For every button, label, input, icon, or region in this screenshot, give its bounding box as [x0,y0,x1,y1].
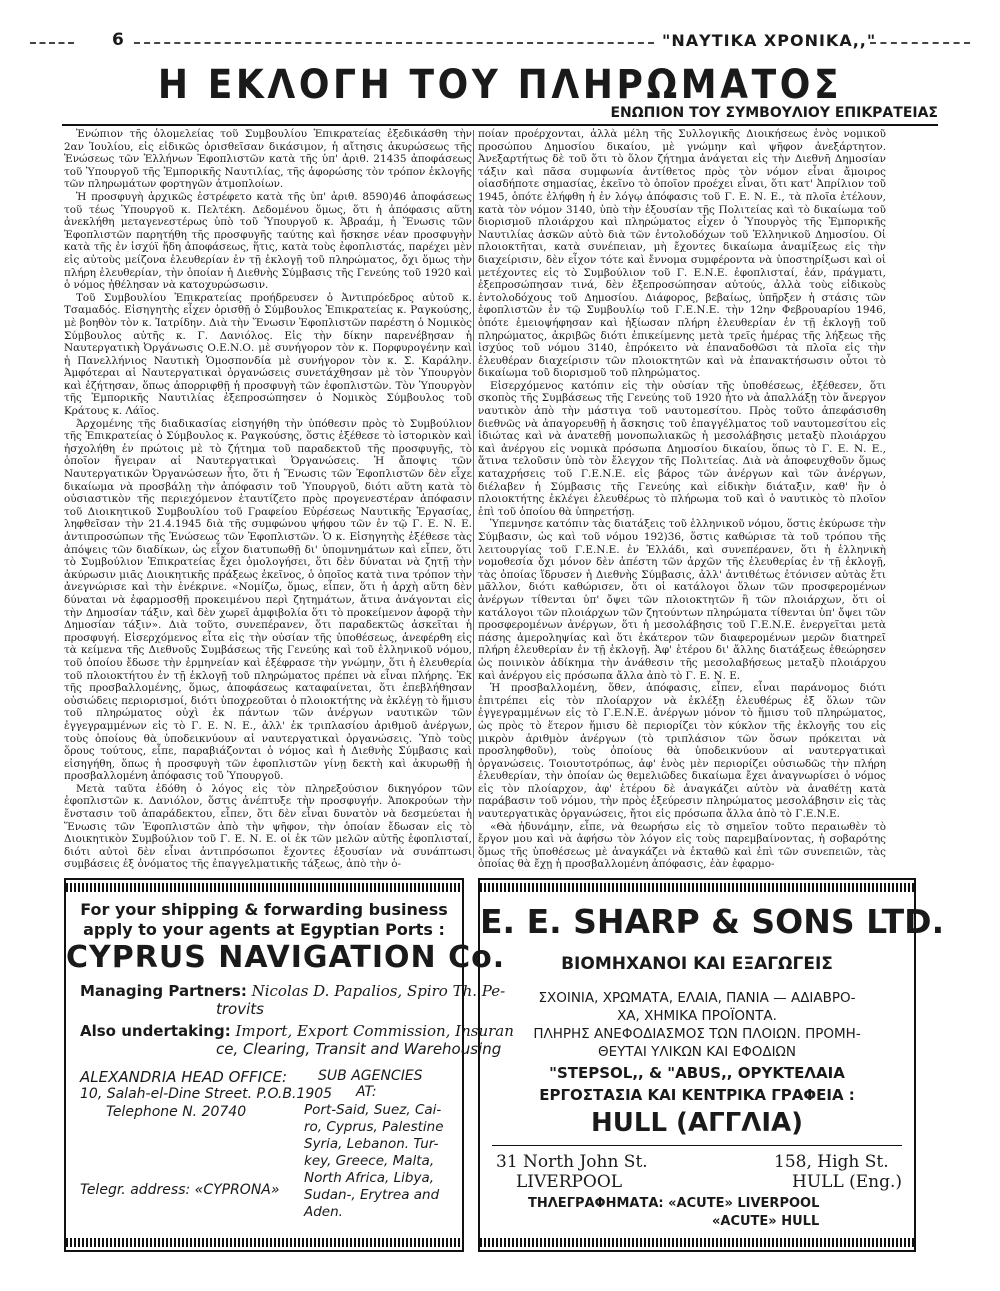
partners-label: Managing Partners: [80,982,247,1000]
liverpool-city: LIVERPOOL [516,1172,623,1192]
headquarters: HULL (ΑΓΓΛΙΑ) [591,1108,803,1138]
article-column-right [478,128,886,871]
ad-border-stripe [480,1238,914,1247]
ad-border-stripe [480,883,914,892]
factories-line: ΕΡΓΟΣΤΑΣΙΑ ΚΑΙ ΚΕΝΤΡΙΚΑ ΓΡΑΦΕΙΑ : [539,1086,855,1104]
article-title: Η ΕΚΛΟΓΗ ΤΟΥ ΠΛΗΡΩΜΑΤΟΣ [157,62,843,108]
sub-agencies-title-at: AT: [356,1084,377,1100]
sub-agencies-title: SUB AGENCIES [318,1068,423,1084]
sub-agency-line: ro, Cyprus, Palestine [304,1119,444,1135]
telegraphic-address: Telegr. address: «CYPRONA» [80,1182,280,1198]
ad-line: apply to your agents at Egyptian Ports : [83,920,445,939]
hull-street: 158, High St. [774,1152,889,1172]
telegraphic-address: «ACUTE» HULL [712,1214,820,1229]
page-header [30,30,970,52]
sub-agency-line: Sudan-, Erytrea and [304,1187,440,1203]
products-line: ΣΧΟΙΝΙΑ, ΧΡΩΜΑΤΑ, ΕΛΑΙΑ, ΠΑΝΙΑ — ΑΔΙΑΒΡΟ- [538,990,856,1006]
products-line: ΧΑ, ΧΗΜΙΚΑ ΠΡΟΪΟΝΤΑ. [617,1008,777,1024]
column-divider [473,130,474,858]
sharp-and-sons-ad [478,878,945,1252]
header-rule-middle [134,42,654,44]
sub-agency-line: Syria, Lebanon. Tur- [304,1136,439,1152]
title-rule [62,124,938,126]
paragraph: Μετὰ ταῦτα ἐδόθη ὁ λόγος εἰς τὸν πληρεξούσιον δικηγόρον τῶν ἐφοπλιστῶν κ. Δανιόλον, ὅστις ἀνέπτυξε τὴν προσφυγήν. Ἀποκρούων τὴν ἔνστασιν τοῦ ἀπαράδεκτου, εἶπεν, ὅτι δὲν εἶναι δυνατὸν νὰ δεσμεύεται ἡ Ἕνωσις τῶν Ἐφοπλιστῶν ἀπὸ τὴν ψῆφον, τὴν ὁποίαν ἔδωσαν εἰς τὸ Διοικητικὸν Συμβούλιον τοῦ Γ. Ε. Ν. Ε. οἱ ἐκ τῶν μελῶν αὐτῆς ἐφοπλισταί, διότι αὐτοὶ δὲν εἶναι ἀντιπρόσωποι ἔχοντες ἐξουσίαν νὰ συνάπτωσι συμβάσεις ἐξ ὀνόματος τῆς ἐπαγγελματικῆς τάξεως, ἀπὸ τὴν ὁ- [64,782,472,871]
partners-names-cont: trovits [216,1000,264,1018]
ad-border-stripe [66,1238,462,1247]
article-subtitle: ΕΝΩΠΙΟΝ ΤΟΥ ΣΥΜΒΟΥΛΙΟΥ ΕΠΙΚΡΑΤΕΙΑΣ [610,105,938,121]
paragraph: Τοῦ Συμβουλίου Ἐπικρατείας προήδρευσεν ὁ Ἀντιπρόεδρος αὐτοῦ κ. Τσαμαδός. Εἰσηγητὴς εἶχεν ὁρισθῇ ὁ Σύμβουλος Ἐπικρατείας κ. Ραγκούσης, μὲ βοηθὸν τὸν κ. Ἰατρίδην. Διὰ τὴν Ἕνωσιν Ἐφοπλιστῶν παρέστη ὁ Νομικὸς Σύμβουλος αὐτῆς κ. Γ. Δανιόλος. Εἰς τὴν δίκην παρενέβησαν ἡ Ναυτεργατικὴ Ὀργάνωσις Ο.Ε.Ν.Ο. μὲ συνήγορον τὸν κ. Πορφυρογένην καὶ ἡ Πανελλήνιος Ναυτικὴ Ὁμοσπονδία μὲ συνήγορον τὸν κ. Σ. Καράλην. Ἀμφότεραι αἱ Ναυτεργατικαὶ ὀργανώσεις συνετάχθησαν μὲ τὸν Ὑπουργὸν καὶ ἐζήτησαν, ὅπως ἀπορριφθῇ ἡ προσφυγὴ τῶν ἐφοπλιστῶν. Τὸν Ὑπουργὸν τῆς Ἐμπορικῆς Ναυτιλίας ἐξεπροσώπησεν ὁ Νομικὸς Σύμβουλος τοῦ Κράτους κ. Λάϊος. [64,291,472,418]
paragraph: Ἀρχομένης τῆς διαδικασίας εἰσηγήθη τὴν ὑπόθεσιν πρὸς τὸ Συμβούλιον τῆς Ἐπικρατείας ὁ Σύμβουλος κ. Ραγκούσης, ὅστις ἐξέθεσε τὸ ἱστορικὸν καὶ ἠσχολήθη ἐν πρώτοις μὲ τὸ ζήτημα τοῦ παραδεκτοῦ τῆς προσφυγῆς, τὸ ὁποῖον ἤγειραν αἱ Ναυτεργατικαὶ Ὀργανώσεις. Ἡ ἄποψις τῶν Ναυτεργατικῶν Ὀργανώσεων ἦτο, ὅτι ἡ Ἕνωσις τῶν Ἐφοπλιστῶν δὲν εἶχε δικαίωμα νὰ προσβάλῃ τὴν ἀπόφασιν τοῦ Ὑπουργοῦ, διότι αὕτη κατὰ τὸ οὐσιαστικὸν τῆς περιεχόμενον ἐταυτίζετο πρὸς προγενεστέραν ἀπόφασιν τοῦ Διοικητικοῦ Συμβουλίου τοῦ Γραφείου Εὑρέσεως Ναυτικῆς Ἐργασίας, ληφθεῖσαν τὴν 21.4.1945 διὰ τῆς συμφώνου ψήφου τῶν ἐν τῷ Γ. Ε. Ν. Ε. ἀντιπροσώπων τῆς Ἑνώσεως τῶν Ἐφοπλιστῶν. Ὁ κ. Εἰσηγητὴς ἐξέθεσε τὰς ἀπόψεις τῶν διαδίκων, ὡς εἶχον διατυπωθῇ δι' ὑπομνημάτων καὶ εἶπεν, ὅτι τὸ Συμβούλιον Ἐπικρατείας ἔχει ὁμολογήσει, ὅτι δὲν δύναται νὰ ζητῇ τὴν ἀκύρωσιν μιᾶς Διοικητικῆς πράξεως ἐκεῖνος, ὁ ὁποῖος κατὰ τινα τρόπον τὴν ἀνεγνώρισε καὶ τὴν ἐνέκρινε. «Νομίζω, ὅμως, εἶπεν, ὅτι ἡ ἀρχὴ αὕτη δὲν δύναται νὰ ἐφαρμοσθῇ προκειμένου περὶ ζητημάτων, ἅτινα ἀνάγονται εἰς τὴν Δημοσίαν τάξιν, καὶ δὲν χωρεῖ ἀμφιβολία ὅτι τὸ προκείμενον ἀφορᾷ τὴν Δημοσίαν τάξιν». Διὰ τοῦτο, συνεπέρανεν, ὅτι παραδεκτῶς ἀσκεῖται ἡ προσφυγή. Εἰσερχόμενος εἶτα εἰς τὴν οὐσίαν τῆς ὑποθέσεως, ἀνεφέρθη εἰς τὰ κείμενα τῆς Διεθνοῦς Συμβάσεως τῆς Γενεύης καὶ τοῦ ἑλληνικοῦ νόμου, τοῦ ὁποίου ἔδωσε τὴν ἑρμηνείαν καὶ ἐξέφρασε τὴν γνώμην, ὅτι ἡ ἐλευθερία τοῦ πλοιοκτήτου ἐν τῇ ἐκλογῇ τοῦ πληρώματος πρέπει νὰ εἶναι πλήρης. Ἐκ τῆς προσβαλλομένης, ὅμως, ἀποφάσεως καταφαίνεται, ὅτι ἐπεβλήθησαν οὐσιώδεις περιορισμοί, διότι ὑποχρεοῦται ὁ πλοιοκτήτης νὰ ἐκλέγῃ τὸ ἥμισυ τοῦ πληρώματος οὐχὶ ἐκ πάντων τῶν ἀνέργων ναυτικῶν τῶν ἐγγεγραμμένων εἰς τὸ Γ. Ε. Ν. Ε., ἀλλ' ἐκ τριπλασίου ἀριθμοῦ ἀνέργων, τοὺς ὁποίους θὰ ὑποδεικνύουν αἱ ναυτεργατικαὶ ὀργανώσεις. Ὑπὸ τοὺς ὅρους τούτους, εἶπε, παραβιάζονται ὁ νόμος καὶ ἡ Διεθνὴς Σύμβασις καὶ εἰσηγήθη, ὅπως ἡ προσφυγὴ τῶν ἐφοπλιστῶν γίνῃ δεκτὴ καὶ ἀκυρωθῇ ἡ προσβαλλομένη ἀπόφασις τοῦ Ὑπουργοῦ. [64,417,472,783]
hull-city: HULL (Eng.) [792,1172,903,1192]
company-name: E. E. SHARP & SONS LTD. [480,902,945,941]
header-rule-left [30,42,74,44]
partners-names: Nicolas D. Papalios, Spiro Th. Pe- [251,982,506,1000]
paragraph: Ἡ προσβαλλομένη, ὅθεν, ἀπόφασις, εἶπεν, εἶναι παράνομος διότι ἐπιτρέπει εἰς τὸν πλοίαρχον νὰ ἐκλέξῃ ἐλευθέρως ἐξ ὅλων τῶν ἐγγεγραμμένων εἰς τὸ Γ.Ε.Ν.Ε. ἀνέργων μόνον τὸ ἥμισυ τοῦ πληρώματος, ὡς πρὸς τὸ ἕτερον ἥμισυ δὲ περιορίζει τὸν κύκλον τῆς ἐκλογῆς του εἰς μικρὸν ἀριθμὸν ἀνέργων (τὸ τριπλάσιον τῶν ὅσων πρόκειται νὰ προσληφθοῦν), τοὺς ὁποίους θὰ ὑποδεικνύουν αἱ ναυτεργατικαὶ ὀργανώσεις. Τοιουτοτρόπως, ἀφ' ἑνὸς μὲν περιορίζει οὐσιωδῶς τὴν πλήρη ἐλευθερίαν, τὴν ὁποίαν ὡς θεμελιῶδες δικαίωμα ἔχει ἀναγνωρίσει ὁ νόμος εἰς τὸν πλοίαρχον, ἀφ' ἑτέρου δὲ ἀναγκάζει αὐτὸν νὰ ἀναθέτῃ κατὰ παράβασιν τοῦ νόμου, τὴν πρὸς ἐξεύρεσιν πληρώματος μεσολάβησιν εἰς τὰς ναυτεργατικὰς ὀργανώσεις, ἤτοι εἰς πρόσωπα ἄλλα ἀπὸ τὸ Γ.Ε.Ν.Ε. [478,682,886,821]
paragraph: Εἰσερχόμενος κατόπιν εἰς τὴν οὐσίαν τῆς ὑποθέσεως, ἐξέθεσεν, ὅτι σκοπὸς τῆς Συμβάσεως τῆς Γενεύης τοῦ 1920 ἦτο νὰ ἀπαλλάξῃ τὸν ἄνεργον ναυτικὸν ἀπὸ τὴν μάστιγα τοῦ ναυτομεσίτου. Πρὸς τοῦτο ἀπεφάσισθη διεθνῶς νὰ ἀπαγορευθῇ ἡ ἄσκησις τοῦ ἐπαγγέλματος τοῦ ναυτομεσίτου εἰς ἰδιώτας καὶ νὰ ἀνατεθῇ μονοπωλιακῶς ἡ μεσολάβησις μεταξὺ πλοιάρχου καὶ ἀνέργου εἰς νομικὰ πρόσωπα Δημοσίου δικαίου, ὅπως τὸ Γ. Ε. Ν. Ε., ἅτινα τελοῦσιν ὑπὸ τὸν ἔλεγχον τῆς Πολιτείας. Διὰ νὰ ἀποφευχθοῦν ὅμως καταχρήσεις τοῦ Γ.Ε.Ν.Ε. εἰς βάρος τῶν ἀνέργων καὶ τῶν ἀνέργων, διέλαβεν ἡ Σύμβασις τῆς Γενεύης καὶ εἰδικὴν διάταξιν, καθ' ἣν ὁ πλοιοκτήτης ἐκλέγει ἐλευθέρως τὸ πλήρωμα τοῦ καὶ ὁ ναυτικὸς τὸ πλοῖον ἐπὶ τοῦ ὁποίου θὰ ὑπηρετήσῃ. [478,379,886,518]
products-line: ΠΛΗΡΗΣ ΑΝΕΦΟΔΙΑΣΜΟΣ ΤΩΝ ΠΛΟΙΩΝ. ΠΡΟΜΗ- [533,1026,861,1042]
office-title: ALEXANDRIA HEAD OFFICE: [80,1068,288,1086]
header-rule-right [870,42,970,44]
ad-divider [492,1145,902,1146]
sub-agency-line: Port-Said, Suez, Cai- [304,1102,442,1118]
paragraph: Ὑπεμνησε κατόπιν τὰς διατάξεις τοῦ ἑλληνικοῦ νόμου, ὅστις ἐκύρωσε τὴν Σύμβασιν, ὡς καὶ τοῦ νόμου 192)36, ὅστις καθώρισε τὰ τοῦ τρόπου τῆς λειτουργίας τοῦ Γ.Ε.Ν.Ε. ἐν Ἑλλάδι, καὶ συνεπέρανεν, ὅτι ἡ ἑλληνικὴ νομοθεσία ὄχι μόνον δὲν ἀπέστη τῶν ἀρχῶν τῆς ἐλευθερίας ἐν τῇ ἐκλογῇ, τὰς ὁποίας ἵδρυσεν ἡ Διεθνὴς Σύμβασις, ἀλλ' ἀντιθέτως ἐτόνισεν αὐτὰς ἔτι μᾶλλον, διότι καθώρισεν, ὅτι οἱ κατάλογοι ὅλων τῶν προσφερομένων ἀνέργων τίθενται ὑπ' ὄψει τῶν πλοιοκτητῶν ἢ τῶν πλοιάρχων, ὅτι οἱ κατάλογοι τῶν πλοιάρχων τῶν ζητούντων πληρώματα τίθενται ὑπ' ὄψει τῶν προσφερομένων ἀνέργων, ὅτι ἡ μεσολάβησις τοῦ Γ.Ε.Ν.Ε. ἐνεργεῖται μετὰ πάσης ἀμεροληψίας καὶ ὅτι ἑκάτερον τῶν διαφερομένων μερῶν διατηρεῖ πλήρη ἐλευθερίαν ἐν τῇ ἐκλογῇ. Ἀφ' ἑτέρου δι' ἄλλης διατάξεως ἐθεώρησεν ὡς ποινικὸν ἀδίκημα τὴν ἀνάθεσιν τῆς μεσολαβήσεως μεταξὺ πλοιάρχου καὶ ἀνέργου εἰς πρόσωπα ἄλλα ἀπὸ τὸ Γ. Ε. Ν. Ε. [478,518,886,682]
paragraph: Ἐνώπιον τῆς ὁλομελείας τοῦ Συμβουλίου Ἐπικρατείας ἐξεδικάσθη τὴν 2αν Ἰουλίου, εἰς εἰδικῶς ὁρισθεῖσαν δικάσιμον, ἡ αἴτησις ἀκυρώσεως τῆς Ἑνώσεως τῶν Ἑλλήνων Ἐφοπλιστῶν κατὰ τῆς ὑπ' ἀριθ. 21435 ἀποφάσεως τοῦ Ὑπουργοῦ τῆς Ἐμπορικῆς Ναυτιλίας, τῆς ἀφορώσης τὸν τρόπον ἐκλογῆς τῶν πληρωμάτων φορτηγῶν ἀτμοπλοίων. [64,128,472,191]
cyprus-navigation-ad [64,878,514,1252]
undertaking-text-cont: ce, Clearing, Transit and Warehousing [216,1040,502,1058]
office-telephone: Telephone N. 20740 [106,1104,247,1120]
sub-agency-line: Aden. [304,1204,343,1220]
paragraph: ποίαν προέρχονται, ἀλλὰ μέλη τῆς Συλλογικῆς Διοικήσεως ἑνὸς νομικοῦ προσώπου Δημοσίου δικαίου, μὲ γνώμην καὶ ψῆφον ἀνεξάρτητον. Ἀνεξαρτήτως δὲ τοῦ ὅτι τὸ ὅλον ζήτημα ἀνάγεται εἰς τὴν Διεθνῆ Δημοσίαν τάξιν καὶ πᾶσα συμφωνία ἀντίθετος πρὸς τὸν νόμον εἶναι ἄμοιρος οἱασδήποτε σημασίας, ἐκεῖνο τὸ ὁποῖον προέχει εἶναι, ὅτι κατ' Ἀπρίλιον τοῦ 1945, ὁπότε ἐλήφθη ἡ ἐν λόγῳ ἀπόφασις τοῦ Γ. Ε. Ν. Ε., τὰ πλοῖα ἐτέλουν, κατὰ τὸν νόμον 3140, ὑπὸ τὴν ἐξουσίαν τῆς Πολιτείας καὶ τὸ δικαίωμα τοῦ διορισμοῦ πλοιάρχου καὶ πληρώματος εἶχεν ὁ Ὑπουργὸς τῆς Ἐμπορικῆς Ναυτιλίας ἀσκῶν αὐτὸ διὰ τῶν ἐντολοδόχων τοῦ Ἑλληνικοῦ Δημοσίου. Οἱ πλοιοκτῆται, κατὰ συνέπειαν, μὴ ἔχοντες δικαίωμα ἀναμίξεως εἰς τὴν διαχείρισιν, δὲν εἶχον τότε καὶ ἔννομα συμφέροντα νὰ ὑποστηρίξωσι καὶ οἱ μετέχοντες εἰς τὸ Συμβούλιον τοῦ Γ. Ε.Ν.Ε. ἐφοπλισταί, ἐάν, πράγματι, ἐξεπροσώπησαν τινά, δὲν ἐξεπροσώπησαν αὐτούς, ἀλλὰ τοὺς εἰδικοὺς ἐντολοδόχους τοῦ Δημοσίου. Διάφορος, βεβαίως, ὑπῆρξεν ἡ στάσις τῶν ἐφοπλιστῶν ἐν τῷ Συμβουλίῳ τοῦ Γ.Ε.Ν.Ε. τὴν 12ην Φεβρουαρίου 1946, ὁπότε ἐμειοψήφησαν καὶ ἠξίωσαν πλήρη ἐλευθερίαν ἐν τῇ ἐκλογῇ τοῦ πληρώματος, ἀκριβῶς διότι ἐπικείμενης μετὰ τρεῖς ἡμέρας τῆς λήξεως τῆς ἰσχύος τοῦ νόμου 3140, ἐπρόκειτο νὰ ἐπαναδοθῶσι τὰ πλοῖα εἰς τὴν ἐλευθέραν διαχείρισιν τῶν πλοιοκτητῶν καὶ νὰ ἐπανακτήσωσιν οὗτοι τὸ δικαίωμα τοῦ διορισμοῦ τοῦ πληρώματος. [478,128,886,380]
ad-border-stripe [66,883,462,892]
sub-agency-line: key, Greece, Malta, [304,1153,435,1169]
paragraph: «Θὰ ἠδυνάμην, εἶπε, νὰ θεωρήσω εἰς τὸ σημεῖον τοῦτο περαιωθὲν τὸ ἔργον μου καὶ νὰ ἀφήσω τὸν λόγον εἰς τοὺς παρεμβαίνοντας, ἡ σοβαρότης ὅμως τῆς ὑποθέσεως μὲ ἀναγκάζει νὰ ἐκταθῶ καὶ ἐπὶ τῶν συνεπειῶν, τὰς ὁποίας θὰ ἔχῃ ἡ προσβαλλομένη ἀπόφασις, ἐὰν ἐφαρμο- [478,820,886,871]
undertaking-label: Also undertaking: [80,1022,231,1040]
undertaking-text: Import, Export Commission, Insuran [235,1022,514,1040]
office-address: 10, Salah-el-Dine Street. P.O.B.1905 [80,1086,333,1102]
page-number: 6 [112,30,124,50]
ad-line: For your shipping & forwarding business [80,900,448,919]
brands-line: "STEPSOL,, & "ABUS,, ΟΡΥΚΤΕΛΑΙΑ [549,1064,845,1082]
article-column-left [64,128,472,871]
company-name: CYPRUS NAVIGATION Co. [66,940,506,975]
company-tagline: ΒΙΟΜΗΧΑΝΟΙ ΚΑΙ ΕΞΑΓΩΓΕΙΣ [561,954,833,974]
paragraph: Ἡ προσφυγὴ ἀρχικῶς ἐστρέφετο κατὰ τῆς ὑπ' ἀριθ. 8590)46 ἀποφάσεως τοῦ τέως Ὑπουργοῦ κ. Πελτέκη. Δεδομένου ὅμως, ὅτι ἡ ἀπόφασις αὕτη ἀνεκλήθη μεταγενεστέρως ὑπὸ τοῦ Ὑπουργοῦ κ. Ἀβραάμ, ἡ Ἕνωσις τῶν Ἐφοπλιστῶν παρητήθη τῆς προσφυγῆς ταύτης καὶ ἤσκησε νέαν προσφυγὴν κατὰ τῆς ἐν ἰσχύϊ ἤδη ἀποφάσεως, ἥτις, κατὰ τοὺς ἐφοπλιστάς, παρέχει μὲν εἰς αὐτοὺς μείζονα ἐλευθερίαν ἐν τῇ ἐκλογῇ τοῦ πληρώματος, ὄχι ὅμως τὴν πλήρη ἐλευθερίαν, τὴν ὁποίαν ἡ Διεθνὴς Σύμβασις τῆς Γενεύης τοῦ 1920 καὶ ὁ νόμος ἠθέλησαν νὰ κατοχυρώσωσιν. [64,190,472,292]
sub-agency-line: North Africa, Libya, [304,1170,435,1186]
publication-name: "ΝΑΥΤΙΚΑ ΧΡΟΝΙΚΑ,," [662,31,877,50]
liverpool-street: 31 North John St. [496,1152,648,1172]
telegraphic-address: ΤΗΛΕΓΡΑΦΗΜΑΤΑ: «ACUTE» LIVERPOOL [528,1196,820,1211]
products-line: ΘΕΥΤΑΙ ΥΛΙΚΩΝ ΚΑΙ ΕΦΟΔΙΩΝ [598,1044,796,1060]
